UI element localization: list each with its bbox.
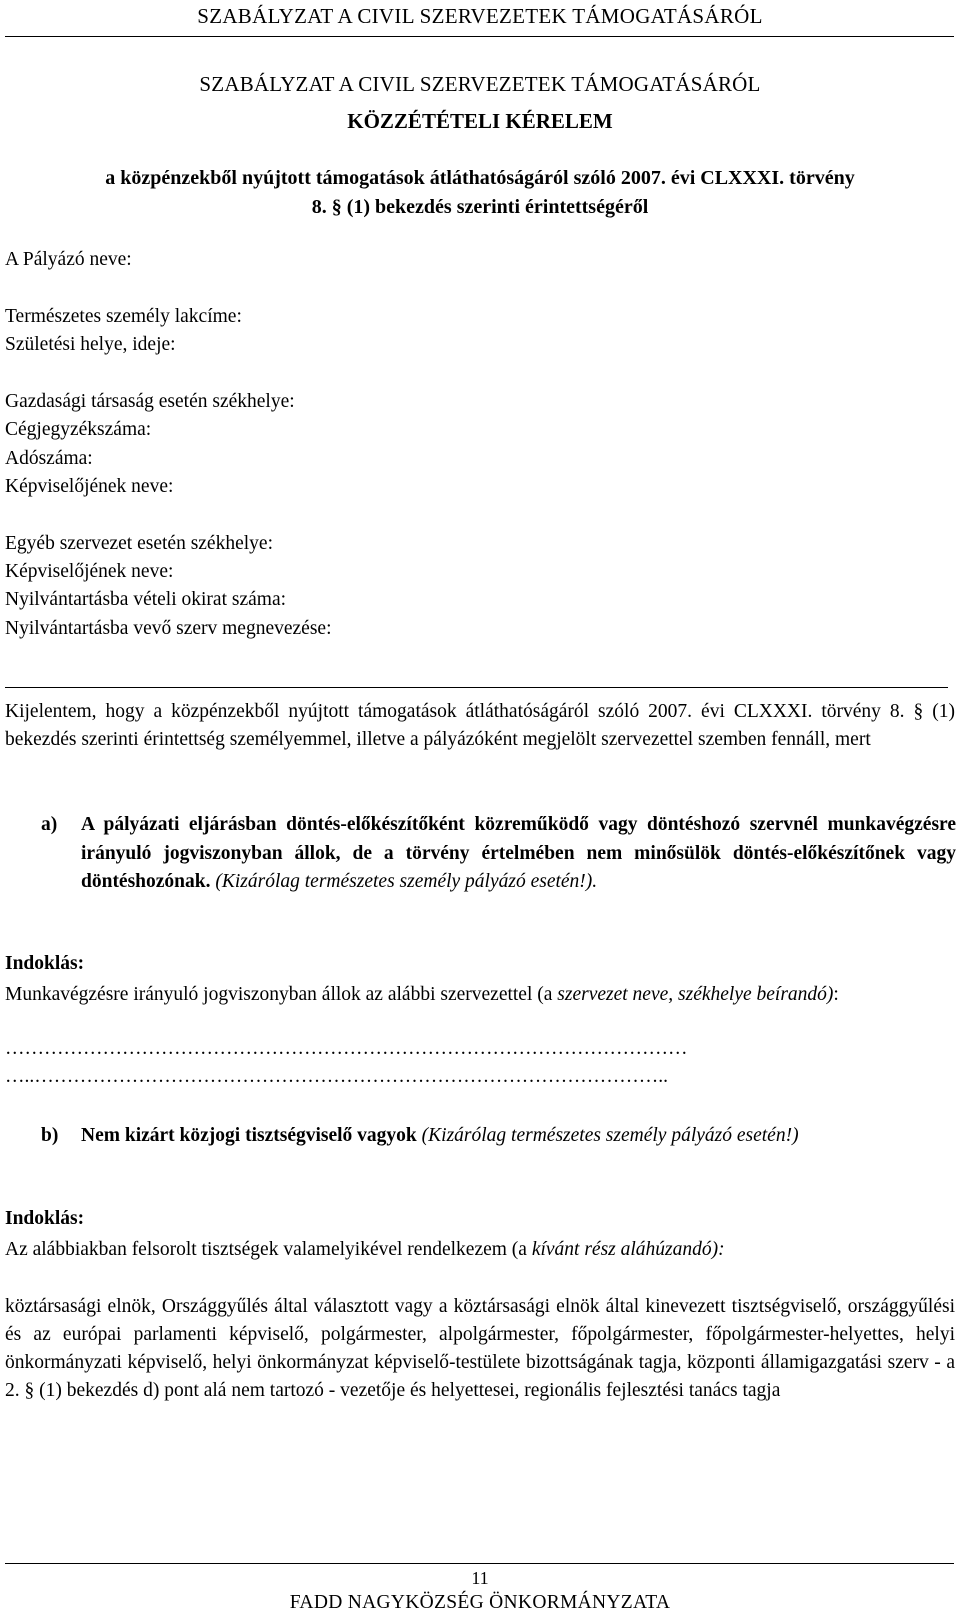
field-company-reg-no: Cégjegyzékszáma: <box>5 419 152 440</box>
option-a-note: (Kizárólag természetes személy pályázó esetén!). <box>215 871 598 892</box>
reason-b-text-plain: Az alábbiakban felsorolt tisztségek valamelyikével rendelkezem (a <box>5 1239 532 1260</box>
footer-rule <box>5 1563 954 1564</box>
option-b-text: Nem kizárt közjogi tisztségviselő vagyok <box>81 1125 417 1146</box>
field-company-seat: Gazdasági társaság esetén székhelye: <box>5 391 295 412</box>
field-registry-body: Nyilvántartásba vevő szerv megnevezése: <box>5 618 332 639</box>
running-header: SZABÁLYZAT A CIVIL SZERVEZETEK TÁMOGATÁSÁRÓL <box>197 4 763 28</box>
option-b-body <box>81 1122 956 1151</box>
field-applicant-name: A Pályázó neve: <box>5 249 132 270</box>
title-line-2: KÖZZÉTÉTELI KÉRELEM <box>347 109 613 133</box>
option-b-letter: b) <box>41 1125 59 1146</box>
title-line-1: SZABÁLYZAT A CIVIL SZERVEZETEK TÁMOGATÁSÁRÓL <box>199 72 761 96</box>
reason-a-heading: Indoklás: <box>5 953 85 974</box>
field-natural-address: Természetes személy lakcíme: <box>5 306 242 327</box>
page-number: 11 <box>471 1568 489 1588</box>
subtitle-line-2: 8. § (1) bekezdés szerinti érintettségéről <box>311 196 649 218</box>
option-a-letter: a) <box>41 814 58 835</box>
office-list-paragraph: köztársasági elnök, Országgyűlés által választott vagy a köztársasági elnök által kinevezett tisztségviselő, országgyűlési és az európai parlamenti képviselő, polgármester, alpolgármester, főpolgármester, főpolgármester-helyettes, helyi önkormányzati képviselő, helyi önkormányzat képviselő-testülete bizottságának tagja, központi államigazgatási szerv - a 2. § (1) bekezdés d) pont alá nem tartozó - vezetője és helyettesei, regionális fejlesztési tanács tagja <box>5 1296 955 1401</box>
fill-in-line-1: …………………………………………………………………………………………… <box>5 1038 688 1059</box>
reason-a-text <box>5 981 955 1009</box>
reason-b-heading: Indoklás: <box>5 1208 85 1229</box>
header-rule <box>5 36 954 37</box>
field-other-rep: Képviselőjének neve: <box>5 561 174 582</box>
field-birth-place-date: Születési helye, ideje: <box>5 334 176 355</box>
subtitle-line-1: a közpénzekből nyújtott támogatások átláthatóságáról szóló 2007. évi CLXXXI. törvény <box>105 167 855 189</box>
declaration-paragraph: Kijelentem, hogy a közpénzekből nyújtott támogatások átláthatóságáról szóló 2007. évi CLXXXI. törvény 8. § (1) bekezdés szerinti érintettség személyemmel, illetve a pályázóként megjelölt szervezettel szemben fennáll, mert <box>5 701 955 750</box>
reason-b-text <box>5 1236 955 1264</box>
reason-b-text-italic: kívánt rész aláhúzandó): <box>531 1239 725 1260</box>
option-a <box>41 811 956 897</box>
fill-in-line-2: …..…………………………………………………………………………………….. <box>5 1066 668 1087</box>
field-company-rep: Képviselőjének neve: <box>5 476 174 497</box>
option-b <box>41 1122 956 1151</box>
option-a-body <box>81 811 956 897</box>
reason-a-text-end: : <box>833 984 839 1005</box>
field-tax-no: Adószáma: <box>5 448 93 469</box>
option-a-text: A pályázati eljárásban döntés-előkészítőként közreműködő vagy döntéshozó szervnél munkavégzésre irányuló jogviszonyban állok, de a törvény értelmében nem minősülök döntés-előkészítőnek vagy döntéshozónak. <box>81 814 956 892</box>
reason-a-text-plain: Munkavégzésre irányuló jogviszonyban állok az alábbi szervezettel (a <box>5 984 558 1005</box>
field-other-seat: Egyéb szervezet esetén székhelye: <box>5 533 273 554</box>
field-registry-doc-no: Nyilvántartásba vételi okirat száma: <box>5 589 287 610</box>
footer-organization: FADD NAGYKÖZSÉG ÖNKORMÁNYZATA <box>289 1592 671 1613</box>
reason-a-text-italic: szervezet neve, székhelye beírandó) <box>557 984 834 1005</box>
section-divider <box>5 687 948 688</box>
option-b-note: (Kizárólag természetes személy pályázó esetén!) <box>421 1125 799 1146</box>
